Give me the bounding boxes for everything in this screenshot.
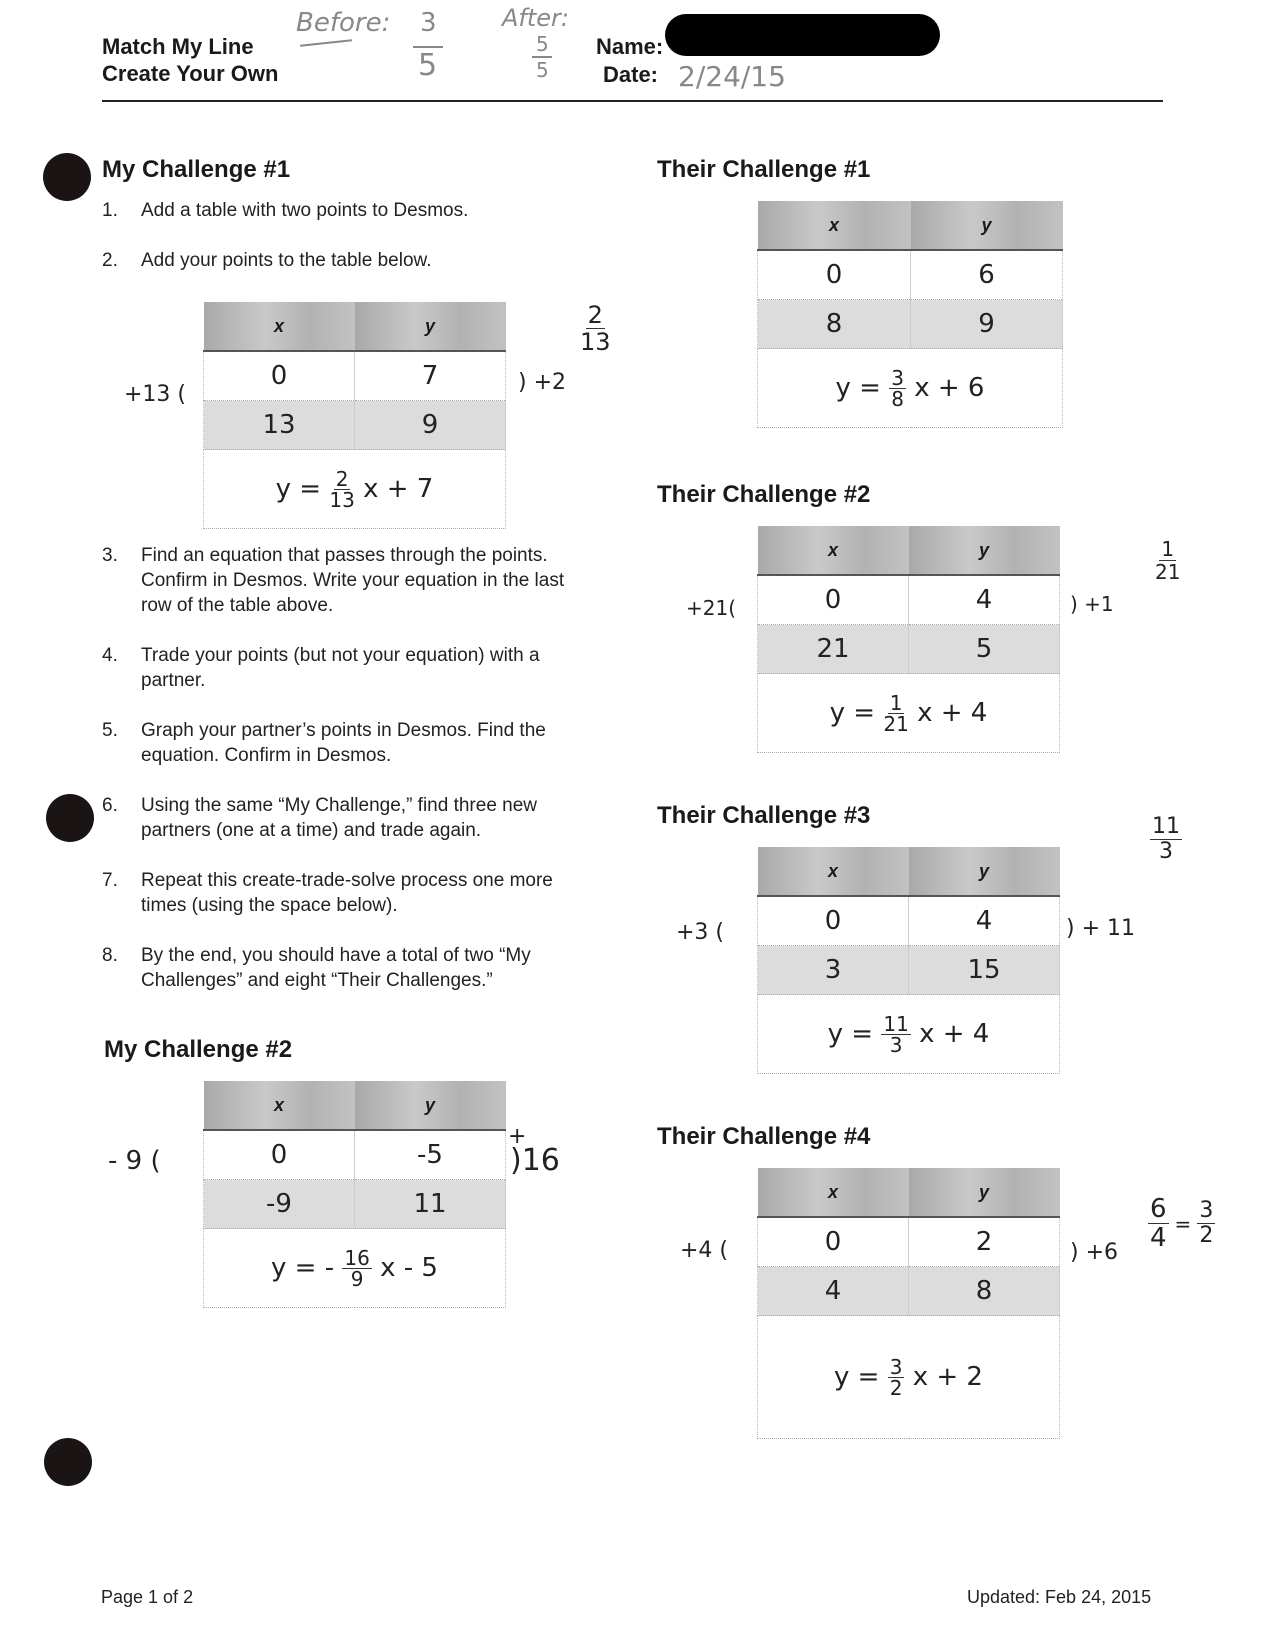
hole-punch-top <box>43 153 91 201</box>
slope-note <box>580 302 611 355</box>
their-challenge-2-heading: Their Challenge #2 <box>657 481 871 508</box>
instruction-number: 2. <box>102 250 118 271</box>
equation-prefix: y = <box>835 372 881 403</box>
slope-numerator: 11 <box>1152 814 1180 839</box>
cell-y[interactable]: 6 <box>911 250 1063 300</box>
simplified-slope-fraction <box>1197 1199 1215 1248</box>
slope-numerator: 1 <box>889 690 903 715</box>
equation-cell[interactable] <box>758 674 1060 753</box>
delta-x-note: - 9 ( <box>108 1146 161 1176</box>
equation-suffix: x + 7 <box>363 473 434 504</box>
cell-y[interactable]: 2 <box>909 1217 1060 1267</box>
instruction-number: 6. <box>102 795 118 816</box>
delta-y-note: )16 <box>510 1143 560 1178</box>
their-challenge-1-table <box>757 201 1063 428</box>
date-value: 2/24/15 <box>678 60 786 93</box>
delta-y-sign: + <box>508 1124 527 1149</box>
column-header-x: x <box>758 847 909 896</box>
slope-numerator: 3 <box>891 365 904 390</box>
cell-x[interactable]: 13 <box>204 401 355 450</box>
cell-x[interactable]: 4 <box>758 1267 909 1316</box>
equation-cell[interactable] <box>758 995 1060 1074</box>
cell-y[interactable]: 11 <box>355 1180 506 1229</box>
equation-cell[interactable] <box>758 1316 1060 1439</box>
column-header-y: y <box>909 526 1060 575</box>
their-challenge-4-heading: Their Challenge #4 <box>657 1123 871 1150</box>
instruction-text: Repeat this create-trade-solve process one more times (using the space below). <box>141 870 553 916</box>
slope-note <box>1148 1195 1215 1252</box>
equation-cell[interactable] <box>758 349 1063 428</box>
slope-numerator: 2 <box>335 466 349 491</box>
cell-y[interactable]: 4 <box>909 896 1060 946</box>
column-header-x: x <box>204 1081 355 1130</box>
slope-numerator: 6 <box>1150 1194 1167 1224</box>
instruction-text: Add a table with two points to Desmos. <box>141 200 469 221</box>
cell-y[interactable]: 7 <box>355 351 506 401</box>
equation-suffix: x + 4 <box>917 697 988 728</box>
instruction-text: Graph your partner’s points in Desmos. Find the equation. Confirm in Desmos. <box>141 720 546 766</box>
equation-suffix: x + 2 <box>912 1361 983 1392</box>
equation-prefix: y = <box>827 1018 874 1049</box>
slope-denominator: 13 <box>580 328 611 356</box>
my-challenge-2-heading: My Challenge #2 <box>104 1036 293 1063</box>
my-challenge-2-table <box>203 1081 506 1308</box>
their-challenge-3-heading: Their Challenge #3 <box>657 802 871 829</box>
my-challenge-1-heading: My Challenge #1 <box>102 156 291 183</box>
slope-numerator: 1 <box>1161 537 1175 561</box>
column-header-y: y <box>911 201 1063 250</box>
instruction-text: Find an equation that passes through the points. Confirm in Desmos. Write your equation in the last row of the table above. <box>141 545 565 616</box>
slope-numerator: 3 <box>889 1354 903 1379</box>
slope-numerator: 16 <box>344 1245 370 1270</box>
hole-punch-bottom <box>44 1438 92 1486</box>
hole-punch-middle <box>46 794 94 842</box>
instruction-item <box>102 643 602 698</box>
instruction-text: Add your points to the table below. <box>141 250 432 271</box>
instruction-number: 3. <box>102 545 118 566</box>
slope-note <box>1150 815 1182 864</box>
header-divider <box>102 100 1163 102</box>
cell-y[interactable]: 9 <box>355 401 506 450</box>
equation-slope <box>888 1354 905 1400</box>
cell-x[interactable]: 0 <box>758 575 909 625</box>
cell-x[interactable]: 3 <box>758 946 909 995</box>
slope-denominator: 21 <box>1155 560 1181 584</box>
instruction-item <box>102 718 602 773</box>
cell-y[interactable]: 4 <box>909 575 1060 625</box>
column-header-y: y <box>909 1168 1060 1217</box>
slope-numerator: 2 <box>587 301 603 329</box>
equation-prefix: y = <box>275 473 322 504</box>
instruction-item <box>102 198 602 228</box>
slope-denominator: 2 <box>889 1375 903 1400</box>
cell-y[interactable]: 15 <box>909 946 1060 995</box>
equation-suffix: x - 5 <box>380 1252 438 1283</box>
cell-x[interactable]: 21 <box>758 625 909 674</box>
delta-y-note: ) +1 <box>1070 592 1114 616</box>
equation-cell[interactable] <box>204 450 506 529</box>
equation-suffix: x + 6 <box>914 372 985 403</box>
cell-x[interactable]: 0 <box>758 896 909 946</box>
column-header-y: y <box>355 302 506 351</box>
score-after-numerator: 5 <box>536 32 549 56</box>
delta-x-note: +3 ( <box>676 920 725 945</box>
worksheet-subtitle: Create Your Own <box>102 61 279 86</box>
delta-x-note: +4 ( <box>680 1238 729 1263</box>
their-challenge-4-table <box>757 1168 1060 1439</box>
instruction-text: Using the same “My Challenge,” find three new partners (one at a time) and trade again. <box>141 795 538 841</box>
equals-sign: = <box>1174 1211 1192 1236</box>
instruction-number: 5. <box>102 720 118 741</box>
equation-slope <box>883 690 909 736</box>
equation-prefix: y = - <box>271 1252 335 1283</box>
equation-suffix: x + 4 <box>919 1018 990 1049</box>
score-before-denominator: 5 <box>418 48 438 83</box>
score-before-label: Before: <box>296 8 391 38</box>
column-header-x: x <box>758 201 911 250</box>
their-challenge-2-table <box>757 526 1060 753</box>
cell-x[interactable]: 0 <box>758 1217 909 1267</box>
instruction-item <box>102 543 602 623</box>
their-challenge-1-heading: Their Challenge #1 <box>657 156 871 183</box>
column-header-y: y <box>355 1081 506 1130</box>
page-number: Page 1 of 2 <box>101 1587 194 1607</box>
their-challenge-3-table <box>757 847 1060 1074</box>
cell-x[interactable]: -9 <box>204 1180 355 1229</box>
score-before-numerator: 3 <box>420 8 437 38</box>
slope-denominator: 2 <box>1199 1223 1214 1248</box>
date-label: Date: <box>603 62 659 87</box>
cell-y[interactable]: 9 <box>911 300 1063 349</box>
slope-denominator: 8 <box>891 386 904 411</box>
cell-y[interactable]: -5 <box>355 1130 506 1180</box>
delta-y-note: ) +6 <box>1070 1240 1119 1265</box>
column-header-y: y <box>909 847 1060 896</box>
delta-x-note: +21( <box>686 596 737 620</box>
equation-slope <box>329 466 355 512</box>
slope-denominator: 3 <box>889 1032 903 1057</box>
delta-x-note: +13 ( <box>124 382 187 407</box>
delta-y-note: ) +2 <box>518 370 567 395</box>
slope-fraction <box>1148 1195 1169 1252</box>
score-after-label: After: <box>502 4 569 32</box>
equation-slope <box>342 1245 371 1291</box>
column-header-x: x <box>758 526 909 575</box>
score-after-denominator: 5 <box>536 58 549 82</box>
cell-x[interactable]: 0 <box>758 250 911 300</box>
name-label: Name: <box>596 34 664 59</box>
instruction-number: 7. <box>102 870 118 891</box>
slope-numerator: 11 <box>883 1011 909 1036</box>
my-challenge-1-table <box>203 302 506 529</box>
slope-note <box>1155 538 1180 583</box>
column-header-x: x <box>758 1168 909 1217</box>
instruction-item <box>102 868 602 923</box>
instruction-item <box>102 793 602 848</box>
equation-prefix: y = <box>834 1361 880 1392</box>
equation-slope <box>881 1011 910 1057</box>
instruction-text: Trade your points (but not your equation) with a partner. <box>141 645 540 691</box>
slope-denominator: 3 <box>1159 839 1173 864</box>
cell-y[interactable]: 5 <box>909 625 1060 674</box>
instruction-number: 4. <box>102 645 118 666</box>
cell-y[interactable]: 8 <box>909 1267 1060 1316</box>
cell-x[interactable]: 0 <box>204 1130 355 1180</box>
delta-y-note: ) + 11 <box>1066 916 1135 941</box>
worksheet-title: Match My Line <box>102 34 254 59</box>
instruction-text: By the end, you should have a total of two “My Challenges” and eight “Their Challenges.” <box>141 945 531 991</box>
slope-denominator: 13 <box>329 487 355 512</box>
equation-prefix: y = <box>829 697 876 728</box>
updated-date: Updated: Feb 24, 2015 <box>967 1587 1152 1607</box>
equation-cell[interactable] <box>204 1229 506 1308</box>
instruction-number: 8. <box>102 945 118 966</box>
slope-denominator: 21 <box>883 711 909 736</box>
cell-x[interactable]: 0 <box>204 351 355 401</box>
slope-denominator: 4 <box>1150 1223 1167 1253</box>
cell-x[interactable]: 8 <box>758 300 911 349</box>
instruction-number: 1. <box>102 200 118 221</box>
equation-slope <box>889 365 906 411</box>
slope-denominator: 9 <box>350 1266 364 1291</box>
instruction-item <box>102 943 602 998</box>
column-header-x: x <box>204 302 355 351</box>
instruction-item <box>102 248 602 278</box>
slope-numerator: 3 <box>1199 1198 1214 1223</box>
name-redaction <box>665 14 940 56</box>
underline-mark <box>300 39 352 46</box>
